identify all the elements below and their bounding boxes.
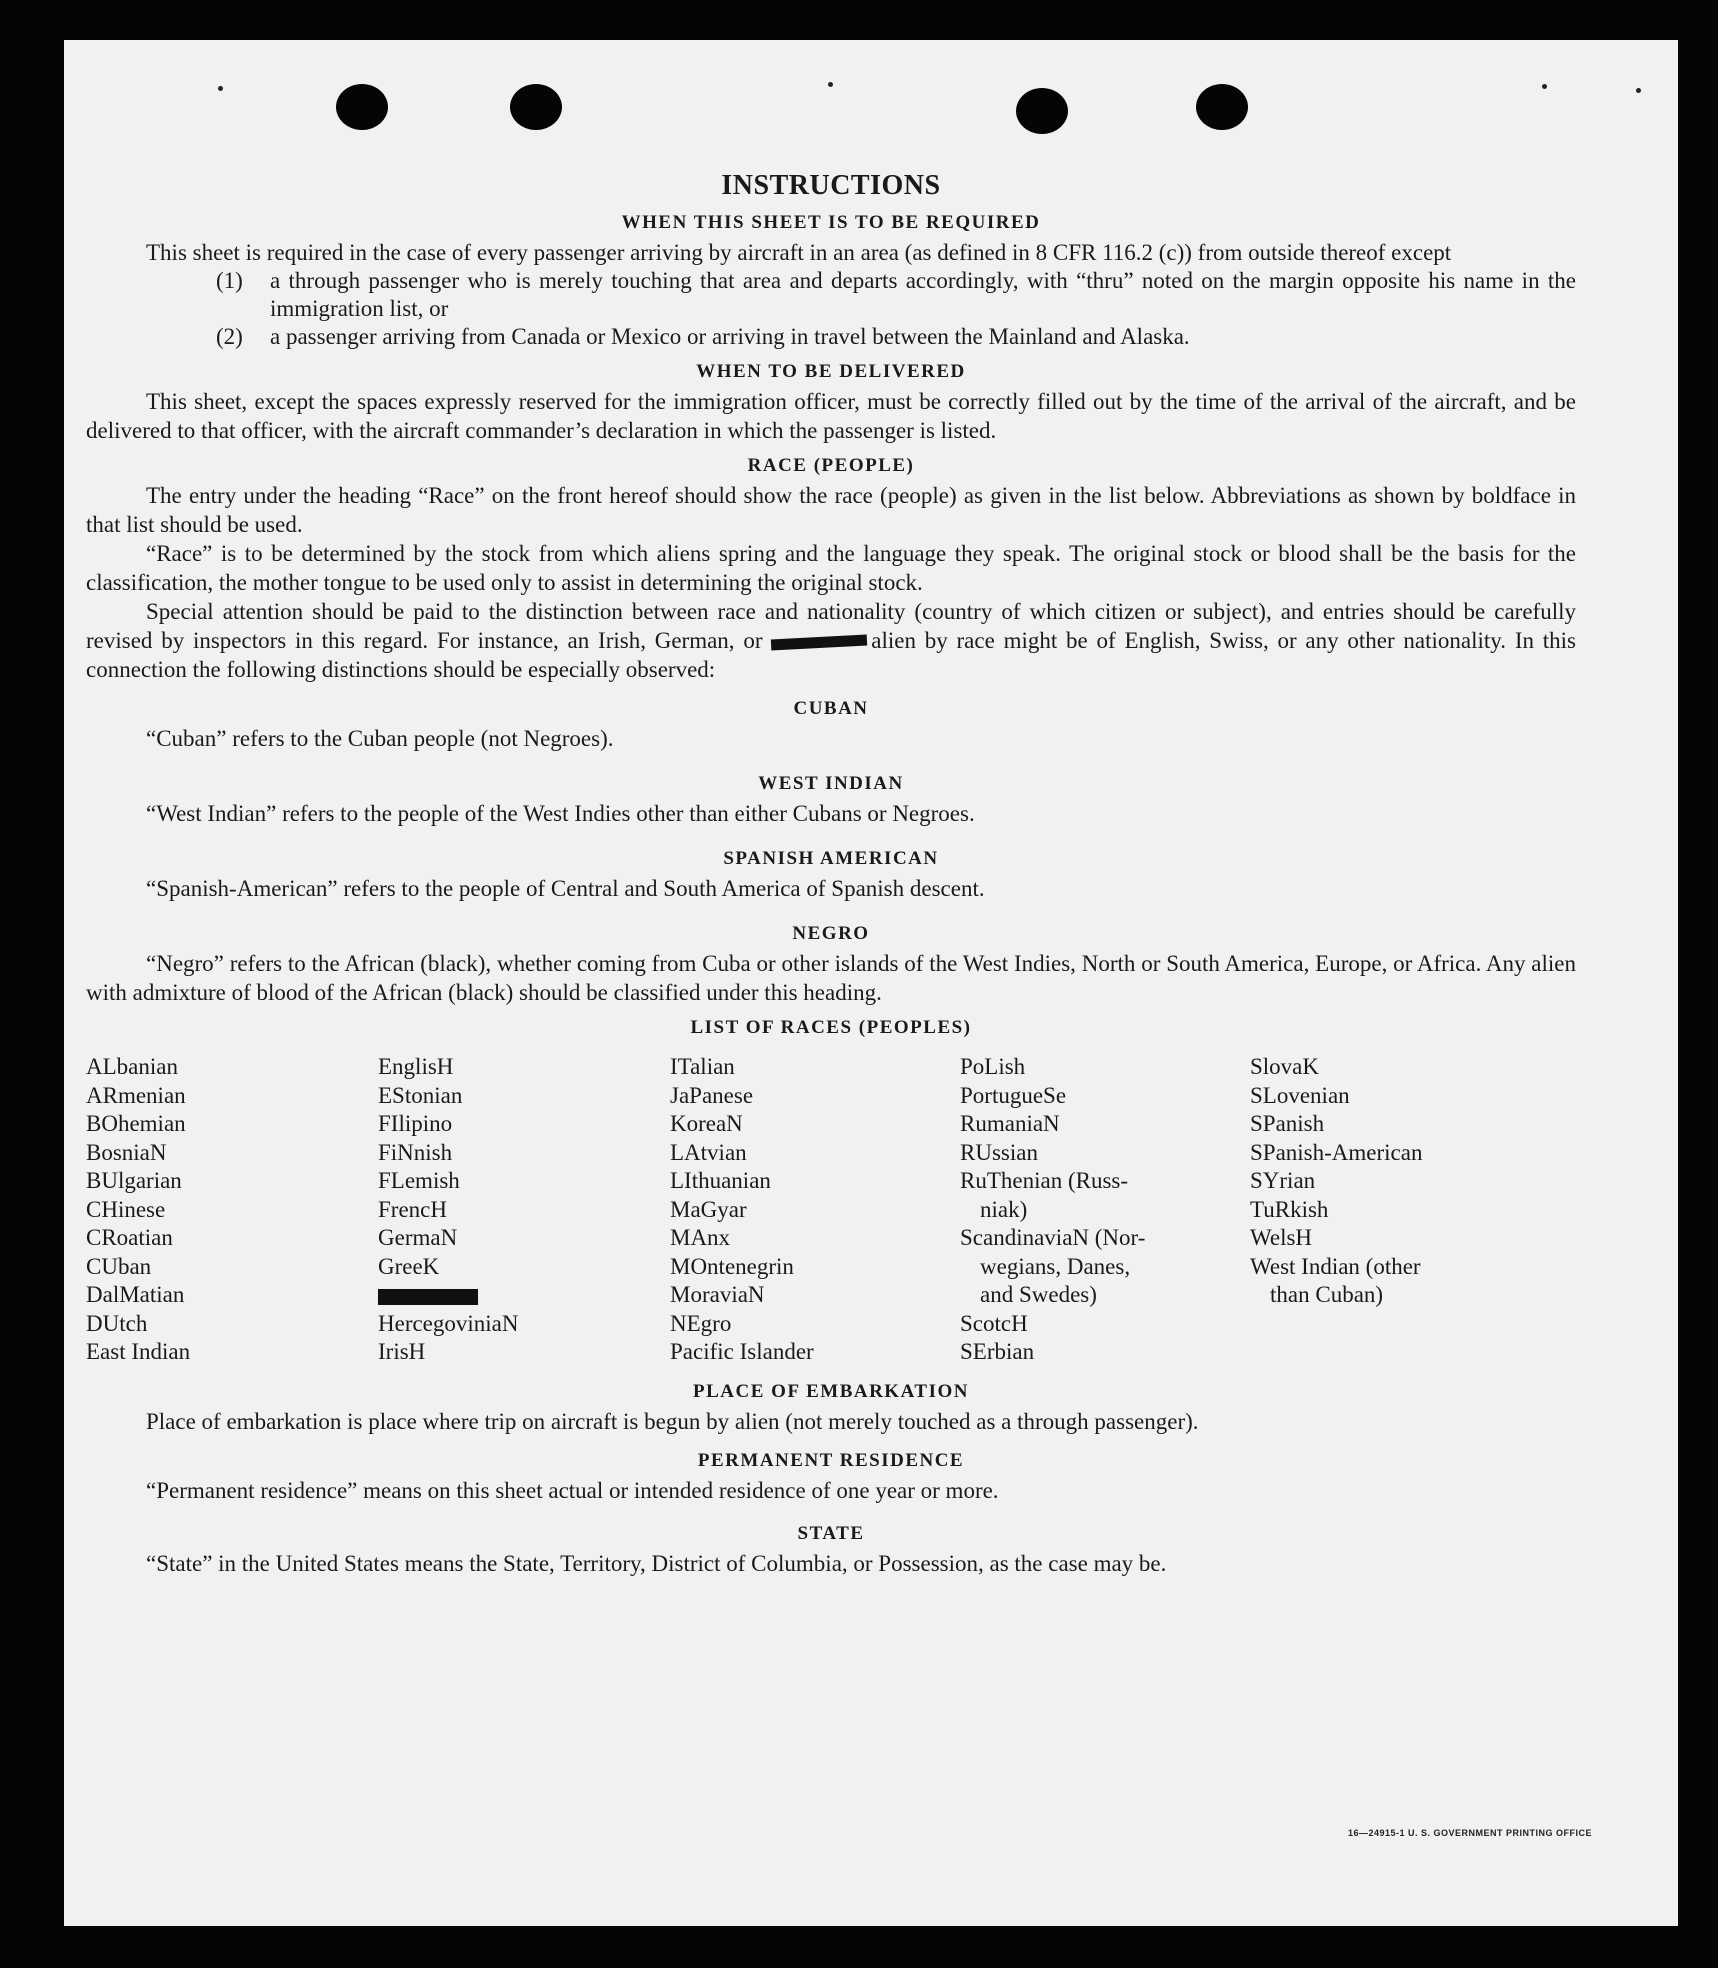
heading-embarkation: PLACE OF EMBARKATION xyxy=(693,1380,969,1402)
speck xyxy=(828,82,833,87)
race-item: BUlgarian xyxy=(86,1168,182,1193)
instructions-body xyxy=(86,170,1576,1578)
cuban-text: “Cuban” refers to the Cuban people (not Negroes). xyxy=(146,726,614,751)
race-item: SErbian xyxy=(960,1339,1035,1364)
heading-required: WHEN THIS SHEET IS TO BE REQUIRED xyxy=(621,212,1041,233)
race-item: SPanish-American xyxy=(1250,1139,1423,1165)
item-number: (1) xyxy=(216,268,243,293)
race-item: West Indian (other xyxy=(1250,1253,1421,1279)
race-item: MOntenegrin xyxy=(670,1253,794,1279)
race-item: BOhemian xyxy=(86,1111,186,1136)
race-item: JaPanese xyxy=(670,1082,754,1108)
race-item: SlovaK xyxy=(1250,1054,1319,1079)
race-item: ARmenian xyxy=(86,1082,186,1108)
punch-hole xyxy=(1016,88,1068,134)
race-item: BosniaN xyxy=(86,1139,167,1165)
races-column-5 xyxy=(1250,1053,1550,1367)
race-paragraph-3b: alien by race might be of English, Swiss, or any other nationality. In this connection the following distinctions should be especially observed: xyxy=(86,628,1576,682)
required-intro: This sheet is required in the case of every passenger arriving by aircraft in an area (as defined in 8 CFR 116.2 (c)) from outside thereof except xyxy=(146,240,1452,265)
race-item: RUssian xyxy=(960,1139,1038,1165)
race-item: ScotcH xyxy=(960,1310,1028,1336)
race-item: ScandinaviaN (Nor- xyxy=(960,1225,1146,1250)
exception-item xyxy=(216,323,1576,351)
embarkation-text: Place of embarkation is place where trip on aircraft is begun by alien (not merely touched as a through passenger). xyxy=(146,1408,1199,1434)
race-paragraph-3a: Special attention should be paid to the distinction between race and nationality (country of which citizen or subject), and entries should be carefully revised by inspectors in this regard. For instance, an Irish, German, or xyxy=(86,599,1576,653)
race-item: KoreaN xyxy=(670,1111,743,1136)
race-item: GreeK xyxy=(378,1253,440,1279)
residence-text: “Permanent residence” means on this sheet actual or intended residence of one year or more. xyxy=(146,1477,999,1503)
heading-list-of-races: LIST OF RACES (PEOPLES) xyxy=(690,1017,972,1038)
heading-spanish-american: SPANISH AMERICAN xyxy=(723,848,939,869)
redacted-race-item xyxy=(378,1281,670,1310)
heading-cuban: CUBAN xyxy=(793,698,869,719)
race-item: ALbanian xyxy=(86,1054,178,1079)
race-item: HercegoviniaN xyxy=(378,1310,519,1336)
document-page xyxy=(64,40,1678,1926)
race-item: CRoatian xyxy=(86,1225,173,1250)
race-item: LAtvian xyxy=(670,1139,747,1165)
race-item: RuThenian (Russ- xyxy=(960,1168,1129,1193)
race-item: SLovenian xyxy=(1250,1082,1350,1108)
race-item: MAnx xyxy=(670,1225,731,1250)
race-item: WelsH xyxy=(1250,1225,1313,1250)
negro-text: “Negro” refers to the African (black), whether coming from Cuba or other islands of the West Indies, North or South America, Europe, or Africa. Any alien with admixture of blood of the African (black) should be classified under this heading. xyxy=(86,951,1576,1005)
race-paragraph-2: “Race” is to be determined by the stock from which aliens spring and the language they speak. The original stock or blood shall be the basis for the classification, the mother tongue to be used only to assist in determining the original stock. xyxy=(86,541,1576,595)
race-paragraph-3 xyxy=(86,597,1576,684)
races-column-3 xyxy=(670,1053,960,1367)
race-item: DUtch xyxy=(86,1310,148,1336)
race-item: FIlipino xyxy=(378,1111,453,1136)
race-item: CUban xyxy=(86,1253,152,1279)
speck xyxy=(1636,88,1641,93)
race-item-continued: and Swedes) xyxy=(980,1282,1097,1307)
races-column-4 xyxy=(960,1053,1250,1367)
race-item: SPanish xyxy=(1250,1111,1325,1136)
speck xyxy=(218,86,223,91)
race-item: EnglisH xyxy=(378,1054,454,1079)
state-text: “State” in the United States means the State, Territory, District of Columbia, or Possession, as the case may be. xyxy=(146,1550,1167,1576)
exception-item xyxy=(216,267,1576,323)
item-text: a passenger arriving from Canada or Mexico or arriving in travel between the Mainland and Alaska. xyxy=(270,324,1190,349)
race-item: FLemish xyxy=(378,1168,460,1193)
race-item: TuRkish xyxy=(1250,1196,1329,1222)
punch-hole xyxy=(336,84,388,130)
punch-hole xyxy=(1196,84,1248,130)
item-text: a through passenger who is merely touching that area and departs accordingly, with “thru” noted on the margin opposite his name in the immigration list, or xyxy=(270,268,1576,321)
spanish-american-text: “Spanish-American” refers to the people of Central and South America of Spanish descent. xyxy=(146,876,985,901)
race-item-continued: than Cuban) xyxy=(1270,1282,1384,1307)
heading-delivered: WHEN TO BE DELIVERED xyxy=(696,361,966,382)
race-item: LIthuanian xyxy=(670,1168,771,1193)
delivered-text: This sheet, except the spaces expressly reserved for the immigration officer, must be correctly filled out by the time of the arrival of the aircraft, and be delivered to that officer, with the aircraft commander’s declaration in which the passenger is listed. xyxy=(86,389,1576,443)
race-item: FiNnish xyxy=(378,1139,453,1165)
race-paragraph-1: The entry under the heading “Race” on the front hereof should show the race (people) as given in the list below. Abbreviations as shown by boldface in that list should be used. xyxy=(86,483,1576,537)
race-item: GermaN xyxy=(378,1225,458,1250)
heading-state: STATE xyxy=(797,1522,865,1544)
heading-negro: NEGRO xyxy=(792,923,870,944)
printer-imprint: 16—24915-1 U. S. GOVERNMENT PRINTING OFFICE xyxy=(1347,1828,1592,1838)
race-item: CHinese xyxy=(86,1196,166,1222)
race-item: NEgro xyxy=(670,1310,732,1336)
race-item: PortugueSe xyxy=(960,1082,1067,1108)
race-item: SYrian xyxy=(1250,1168,1316,1193)
redaction-mark xyxy=(378,1289,478,1305)
race-item: East Indian xyxy=(86,1339,191,1364)
race-item: IrisH xyxy=(378,1339,426,1364)
race-item: FrencH xyxy=(378,1196,447,1222)
race-item: MoraviaN xyxy=(670,1282,765,1307)
race-item: MaGyar xyxy=(670,1196,747,1222)
speck xyxy=(1542,84,1547,89)
race-item-continued: wegians, Danes, xyxy=(980,1253,1131,1279)
page-title: INSTRUCTIONS xyxy=(721,170,941,201)
west-indian-text: “West Indian” refers to the people of the West Indies other than either Cubans or Negroes. xyxy=(146,801,975,826)
redaction-mark xyxy=(771,635,867,651)
race-item: DalMatian xyxy=(86,1282,185,1307)
punch-hole xyxy=(510,84,562,130)
races-column-2 xyxy=(378,1053,670,1367)
heading-residence: PERMANENT RESIDENCE xyxy=(697,1449,965,1471)
heading-west-indian: WEST INDIAN xyxy=(758,773,904,794)
race-item: EStonian xyxy=(378,1082,463,1108)
race-item: PoLish xyxy=(960,1054,1026,1079)
race-item-continued: niak) xyxy=(980,1196,1028,1222)
item-number: (2) xyxy=(216,324,243,349)
race-item: Pacific Islander xyxy=(670,1339,814,1364)
races-list xyxy=(86,1053,1576,1367)
race-item: ITalian xyxy=(670,1054,735,1079)
races-column-1 xyxy=(86,1053,378,1367)
race-item: RumaniaN xyxy=(960,1111,1060,1136)
heading-race: RACE (PEOPLE) xyxy=(747,455,915,476)
